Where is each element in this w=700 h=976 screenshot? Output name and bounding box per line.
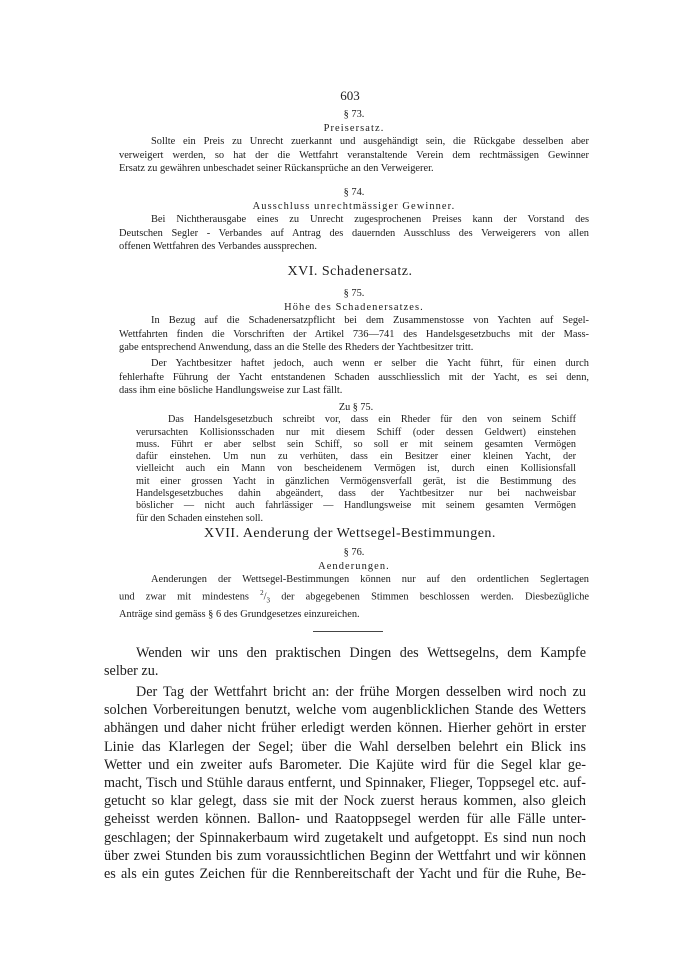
text-line: Der Tag der Wettfahrt bricht an: der frühe Morgen desselben wird noch zu (136, 684, 586, 700)
text-line: dafür einstehen. Um nun zu verhüten, dass ein Besitzer einer kleinen Yacht, der (136, 451, 576, 463)
text-line: Wenden wir uns den praktischen Dingen des Wettsegelns, dem Kampfe (136, 645, 586, 661)
body-paragraph-2 (104, 683, 586, 883)
text-line: Bei Nichtherausgabe eines zu Unrecht zugesprochenen Preises kann der Vorstand des (151, 214, 589, 226)
text-line: gabe entsprechend Anwendung, dass an die Stelle des Rheders der Yachtbesitzer tritt. (119, 342, 474, 354)
section-73 (119, 108, 589, 176)
chapter-heading: XVI. Schadenersatz. (287, 264, 413, 279)
fraction-denominator: 3 (266, 596, 271, 605)
text-line: Wetter und ein zweiter aufs Barometer. Die Kajüte wird für die Segel klar ge- (104, 756, 586, 773)
text-line: In Bezug auf die Schadenersatzpflicht bei dem Zusammenstosse von Yachten auf Segel- (151, 315, 589, 327)
text-line: Aenderungen der Wettsegel-Bestimmungen können nur auf den ordentlichen Seglertagen (151, 574, 589, 586)
text-line: über zwei Stunden bis zum voraussichtlichen Beginn der Wettfahrt und wir können (104, 847, 586, 864)
section-title: Preisersatz. (323, 122, 385, 134)
text-line: offenen Wettfahren des Verbandes aussprechen. (119, 241, 317, 253)
text-line: Sollte ein Preis zu Unrecht zuerkannt und ausgehändigt sein, die Rückgabe desselben aber (151, 136, 589, 148)
text-fragment: der abgegebenen Stimmen beschlossen werden. Diesbezügliche (270, 591, 589, 603)
section-divider (313, 631, 383, 632)
text-line: Der Yachtbesitzer haftet jedoch, auch wenn er selber die Yacht führt, für einen durch (151, 357, 589, 369)
section-title: Ausschluss unrechtmässiger Gewinner. (252, 200, 456, 212)
text-line: getucht so klar gelegt, dass sie mit der Nock zuerst heraus kommen, also gleich (104, 793, 586, 810)
text-line: und zwar mit mindestens $^2/_3$ der abgegebenen Stimmen beschlossen werden. Diesbezügliche (119, 588, 589, 605)
text-line: es als ein gutes Zeichen für die Rennbereitschaft der Yacht und für die Ruhe, Be- (104, 866, 586, 883)
section-76 (119, 546, 589, 622)
text-line: Linie das Klarlegen der Segel; über die Wahl derselben belehrt ein Blick ins (104, 738, 586, 755)
body-paragraph-1 (104, 644, 586, 680)
section-number: § 76. (343, 547, 365, 558)
chapter-heading: XVII. Aenderung der Wettsegel-Bestimmungen. (204, 526, 496, 541)
text-line: verursachten Kollisionsschaden nur mit diesem Schiff (oder dessen Geldwert) einstehen (136, 426, 576, 438)
section-75 (119, 287, 589, 398)
commentary-title: Zu § 75. (338, 402, 374, 413)
text-line: Handelsgesetzbuches dahin abgeändert, dass der Yachtbesitzer nur bei nachweisbar (136, 488, 576, 500)
section-number: § 74. (343, 187, 365, 198)
text-line: macht, Tisch und Stühle daraus entfernt, und Spinnaker, Flieger, Toppsegel etc. auf- (104, 775, 586, 792)
page-number: 603 (340, 88, 360, 103)
text-line: geheisst werden können. Ballon- und Raatoppsegel werden für alle Fälle unter- (104, 811, 586, 828)
text-line: solchen Vorbereitungen benutzt, welche vom augenblicklichen Stande des Wetters (104, 702, 586, 719)
section-title: Höhe des Schadenersatzes. (284, 301, 424, 313)
text-line: mit einer grossen Yacht in gänzlichen Vermögensverfall gerät, ist die Bestimmung des (136, 475, 576, 487)
section-number: § 73. (343, 109, 365, 120)
text-line: dass ihm eine bösliche Handlungsweise zur Last fällt. (119, 385, 343, 397)
text-line: Deutschen Segler - Verbandes auf Antrag des dauernden Ausschluss des Verweigerers von allen (119, 227, 589, 239)
text-line: verweigert werden, so hat der die Wettfahrt veranstaltende Verein dem rechtmässigen Gewinner (119, 149, 589, 161)
section-title: Aenderungen. (318, 560, 390, 572)
text-line: selber zu. (104, 663, 159, 680)
text-line: muss. Führt er aber selbst sein Schiff, so soll er mit seinem gesamten Vermögen (136, 438, 576, 450)
text-line: abhängen und daher nicht früher erledigt werden können. Hierher gehört in erster (104, 720, 586, 737)
section-number: § 75. (343, 288, 365, 299)
text-line: Anträge sind gemäss § 6 des Grundgesetzes einzureichen. (119, 608, 360, 620)
text-line: Wettfahrten finden die Vorschriften der Artikel 736—741 des Handelsgesetzbuchs mit der Mass- (119, 328, 589, 340)
text-line: für den Schaden einstehen soll. (136, 512, 264, 524)
text-line: fehlerhafte Führung der Yacht entstandenen Schaden ausschliesslich mit der Yacht, es sei denn, (119, 371, 589, 383)
text-line: Ersatz zu gewähren unbeschadet seiner Rückansprüche an den Verweigerer. (119, 163, 434, 175)
section-74 (119, 186, 589, 254)
fraction-numerator: 2 (260, 588, 264, 597)
text-fragment: und zwar mit mindestens (119, 591, 261, 603)
commentary-75 (136, 402, 576, 525)
text-line: böslicher — nicht auch fahrlässiger — Handlungsweise mit seinem gesamten Vermögen (136, 500, 576, 512)
text-line: Das Handelsgesetzbuch schreibt vor, dass ein Rheder für den von seinem Schiff (168, 414, 576, 426)
text-line: geschlagen; der Spinnakerbaum wird zugetakelt und aufgetoppt. Es sind nun noch (104, 829, 586, 846)
text-line: vielleicht auch ein Mann von bescheidenem Vermögen ist, durch einen Kollisionsfall (136, 463, 576, 475)
